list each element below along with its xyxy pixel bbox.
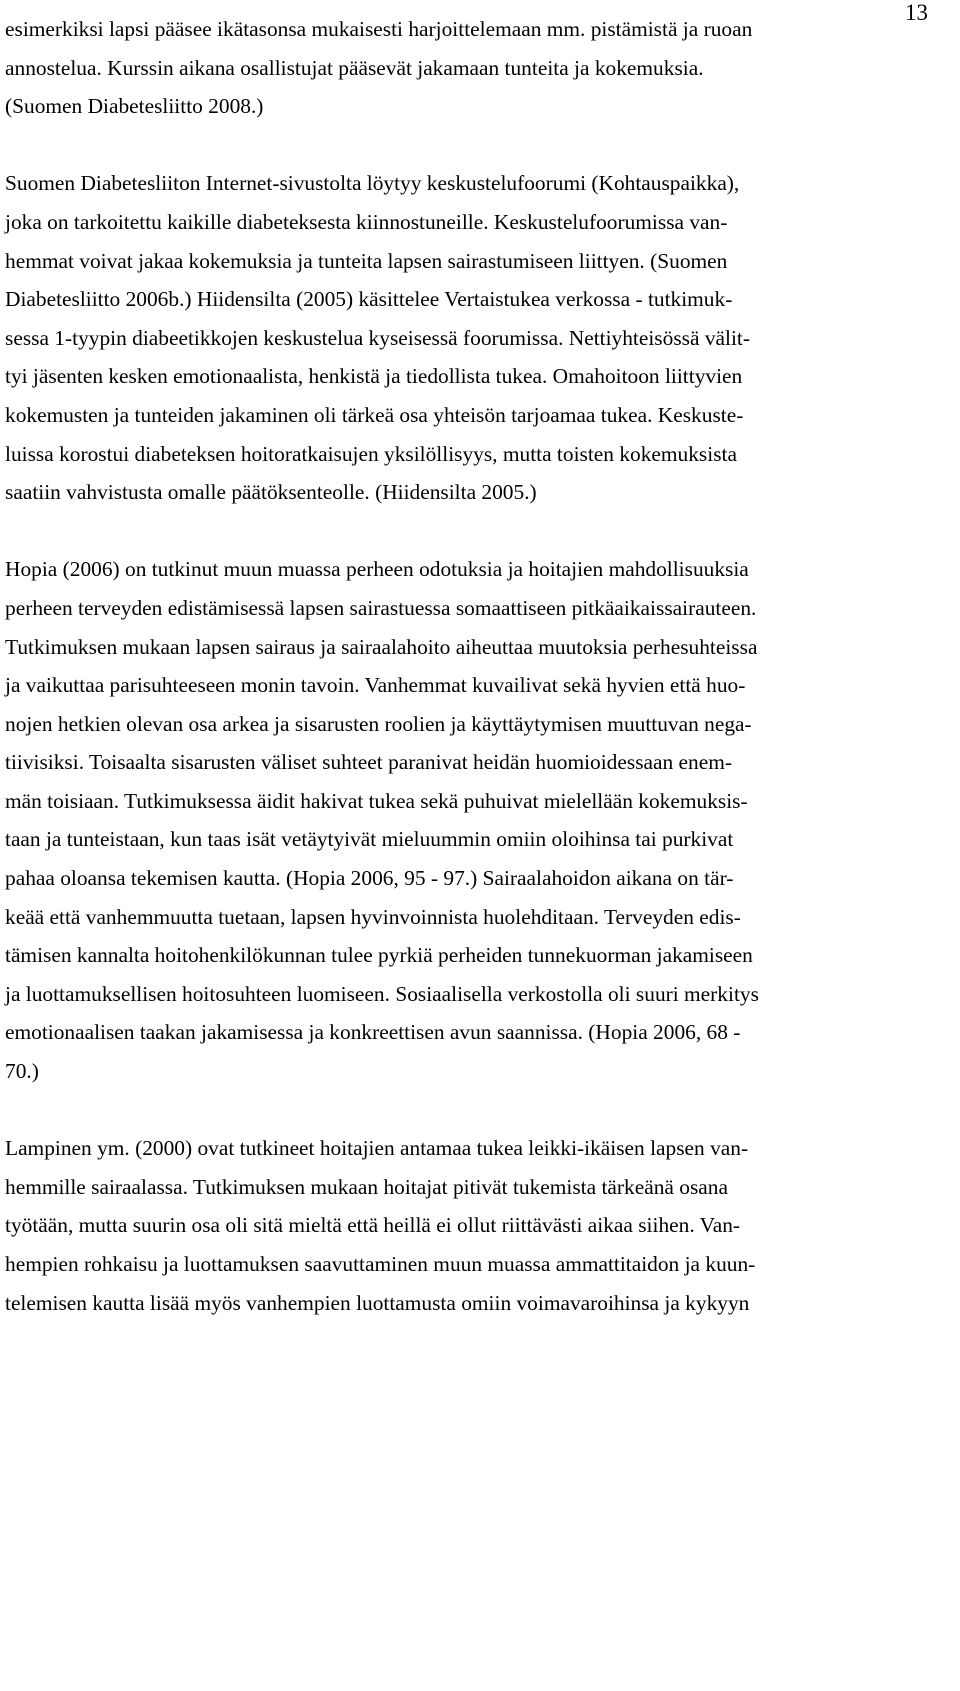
text-line: ja luottamuksellisen hoitosuhteen luomiseen. Sosiaalisella verkostolla oli suuri merkitys — [5, 981, 759, 1006]
text-line: perheen terveyden edistämisessä lapsen sairastuessa somaattiseen pitkäaikaissairauteen. — [5, 595, 757, 620]
text-line: ja vaikuttaa parisuhteeseen monin tavoin. Vanhemmat kuvailivat sekä hyvien että huo- — [5, 673, 746, 698]
text-line: tämisen kannalta hoitohenkilökunnan tulee pyrkiä perheiden tunnekuorman jakamiseen — [5, 943, 753, 968]
text-line: (Suomen Diabetesliitto 2008.) — [5, 94, 264, 119]
text-line: tyi jäsenten kesken emotionaalista, henkistä ja tiedollista tukea. Omahoitoon liittyvien — [5, 364, 743, 389]
document-body — [5, 10, 950, 1322]
paragraph — [5, 10, 950, 126]
paragraph — [5, 550, 950, 1090]
paragraph — [5, 1129, 950, 1322]
text-line: keää että vanhemmuutta tuetaan, lapsen hyvinvoinnista huolehditaan. Terveyden edis- — [5, 904, 741, 929]
text-line: hemmille sairaalassa. Tutkimuksen mukaan hoitajat pitivät tukemista tärkeänä osana — [5, 1174, 728, 1199]
text-line: tiivisiksi. Toisaalta sisarusten väliset suhteet paranivat heidän huomioidessaan enem- — [5, 750, 732, 775]
text-line: Diabetesliitto 2006b.) Hiidensilta (2005) käsittelee Vertaistukea verkossa - tutkimuk- — [5, 287, 733, 312]
text-line: annostelua. Kurssin aikana osallistujat pääsevät jakamaan tunteita ja kokemuksia. — [5, 55, 704, 80]
text-line: luissa korostui diabeteksen hoitoratkaisujen yksilöllisyys, mutta toisten kokemuksista — [5, 441, 737, 466]
text-line: sessa 1-tyypin diabeetikkojen keskustelua kyseisessä foorumissa. Nettiyhteisössä välit- — [5, 325, 750, 350]
text-line: saatiin vahvistusta omalle päätöksenteolle. (Hiidensilta 2005.) — [5, 480, 537, 505]
text-line: työtään, mutta suurin osa oli sitä mieltä että heillä ei ollut riittävästi aikaa siihen. Van- — [5, 1213, 741, 1238]
text-line: pahaa oloansa tekemisen kautta. (Hopia 2006, 95 - 97.) Sairaalahoidon aikana on tär- — [5, 866, 734, 891]
text-line: kokemusten ja tunteiden jakaminen oli tärkeä osa yhteisön tarjoamaa tukea. Keskuste- — [5, 402, 744, 427]
text-line: esimerkiksi lapsi pääsee ikätasonsa mukaisesti harjoittelemaan mm. pistämistä ja ruoan — [5, 17, 753, 41]
paragraph-spacer — [5, 1091, 950, 1130]
text-line: män toisiaan. Tutkimuksessa äidit hakivat tukea sekä puhuivat mielellään kokemuksis- — [5, 788, 748, 813]
paragraph — [5, 164, 950, 511]
text-line: hemmat voivat jakaa kokemuksia ja tunteita lapsen sairastumiseen liittyen. (Suomen — [5, 248, 728, 273]
text-line: Lampinen ym. (2000) ovat tutkineet hoitajien antamaa tukea leikki-ikäisen lapsen van- — [5, 1136, 749, 1161]
text-line: Hopia (2006) on tutkinut muun muassa perheen odotuksia ja hoitajien mahdollisuuksia — [5, 557, 749, 582]
paragraph-spacer — [5, 126, 950, 165]
text-line: hempien rohkaisu ja luottamuksen saavuttaminen muun muassa ammattitaidon ja kuun- — [5, 1252, 756, 1276]
text-line: nojen hetkien olevan osa arkea ja sisarusten roolien ja käyttäytymisen muuttuvan nega- — [5, 711, 752, 736]
text-line: Suomen Diabetesliiton Internet-sivustolta löytyy keskustelufoorumi (Kohtauspaikka), — [5, 171, 740, 196]
text-line: telemisen kautta lisää myös vanhempien luottamusta omiin voimavaroihinsa ja kykyyn — [5, 1290, 750, 1315]
text-line: taan ja tunteistaan, kun taas isät vetäytyivät mieluummin omiin oloihinsa tai purkivat — [5, 827, 734, 852]
text-line: 70.) — [5, 1059, 39, 1084]
text-line: joka on tarkoitettu kaikille diabeteksesta kiinnostuneille. Keskustelufoorumissa van- — [5, 209, 728, 234]
text-line: emotionaalisen taakan jakamisessa ja konkreettisen avun saannissa. (Hopia 2006, 68 - — [5, 1020, 741, 1045]
text-line: Tutkimuksen mukaan lapsen sairaus ja sairaalahoito aiheuttaa muutoksia perhesuhteissa — [5, 634, 758, 659]
paragraph-spacer — [5, 512, 950, 551]
page-number: 13 — [905, 0, 928, 25]
